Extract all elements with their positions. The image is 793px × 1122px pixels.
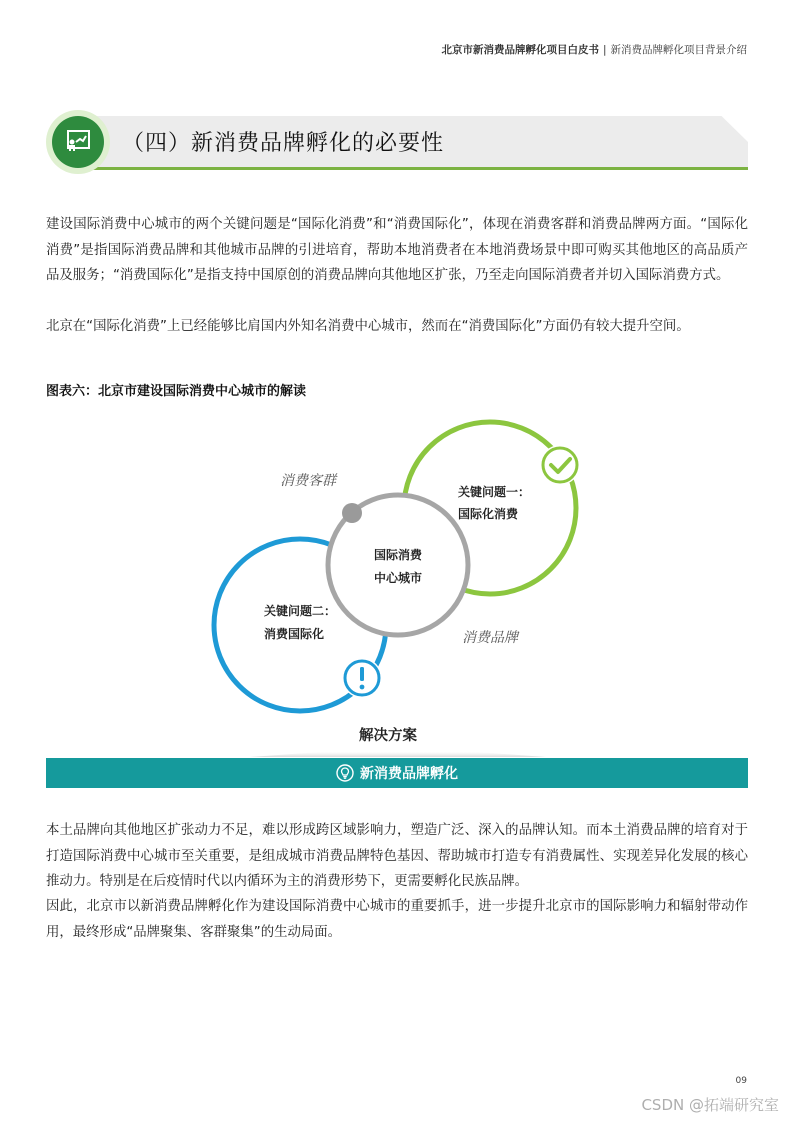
- section-icon-badge: [46, 110, 110, 174]
- page-number: 09: [735, 1076, 747, 1086]
- page-header: [441, 42, 747, 57]
- key2-line1: 关键问题二：: [264, 604, 337, 618]
- header-subtitle: 新消费品牌孵化项目背景介绍: [610, 44, 747, 56]
- center-label-1: 国际消费: [373, 548, 423, 562]
- solution-label: 解决方案: [359, 728, 417, 744]
- key1-line2: 国际化消费: [458, 507, 519, 521]
- section-banner: [46, 116, 748, 170]
- gray-dot: [342, 503, 362, 523]
- chart-presentation-icon: [52, 116, 104, 168]
- solution-bar-label: 新消费品牌孵化: [360, 766, 458, 782]
- paragraph-body-2: 因此，北京市以新消费品牌孵化作为建设国际消费中心城市的重要抓手，进一步提升北京市的国际影响力和辐射带动作用，最终形成“品牌聚集、客群聚集”的生动局面。: [46, 899, 748, 940]
- exclamation-icon: [342, 658, 382, 698]
- solution-shadow: [250, 752, 546, 757]
- watermark: CSDN @拓端研究室: [641, 1096, 779, 1114]
- section-underline: [86, 167, 748, 170]
- label-consumer-group: 消费客群: [280, 473, 336, 489]
- label-consumer-brand: 消费品牌: [462, 630, 518, 646]
- header-title: 北京市新消费品牌孵化项目白皮书: [441, 44, 599, 56]
- solution-bar: [46, 758, 748, 788]
- section-title: （四）新消费品牌孵化的必要性: [122, 131, 445, 156]
- key-issues-diagram: [0, 400, 793, 760]
- paragraph-body-1: 本土品牌向其他地区扩张动力不足，难以形成跨区域影响力，塑造广泛、深入的品牌认知。而本土消费品牌的培育对于打造国际消费中心城市至关重要，是组成城市消费品牌特色基因、帮助城市打造专有消费属性、实现差异化发展的核心推动力。特别是在后疫情时代以内循环为主的消费形势下，更需要孵化民族品牌。: [46, 823, 748, 889]
- paragraph-intro-2: 北京在“国际化消费”上已经能够比肩国内外知名消费中心城市，然而在“消费国际化”方面仍有较大提升空间。: [46, 319, 690, 334]
- lightbulb-icon: [336, 764, 354, 782]
- key1-line1: 关键问题一：: [458, 485, 531, 499]
- header-separator: |: [602, 44, 607, 56]
- figure-caption: 图表六：北京市建设国际消费中心城市的解读: [46, 384, 307, 399]
- center-label-2: 中心城市: [373, 571, 423, 585]
- paragraph-intro-1: 建设国际消费中心城市的两个关键问题是“国际化消费”和“消费国际化”，体现在消费客群和消费品牌两方面。“国际化消费”是指国际消费品牌和其他城市品牌的引进培育，帮助本地消费者在本地消费场景中即可购买其他地区的高品质产品及服务；“消费国际化”是指支持中国原创的消费品牌向其他地区扩张，乃至走向国际消费者并切入国际消费方式。: [46, 217, 748, 283]
- check-icon: [540, 445, 580, 485]
- key2-line2: 消费国际化: [264, 627, 325, 641]
